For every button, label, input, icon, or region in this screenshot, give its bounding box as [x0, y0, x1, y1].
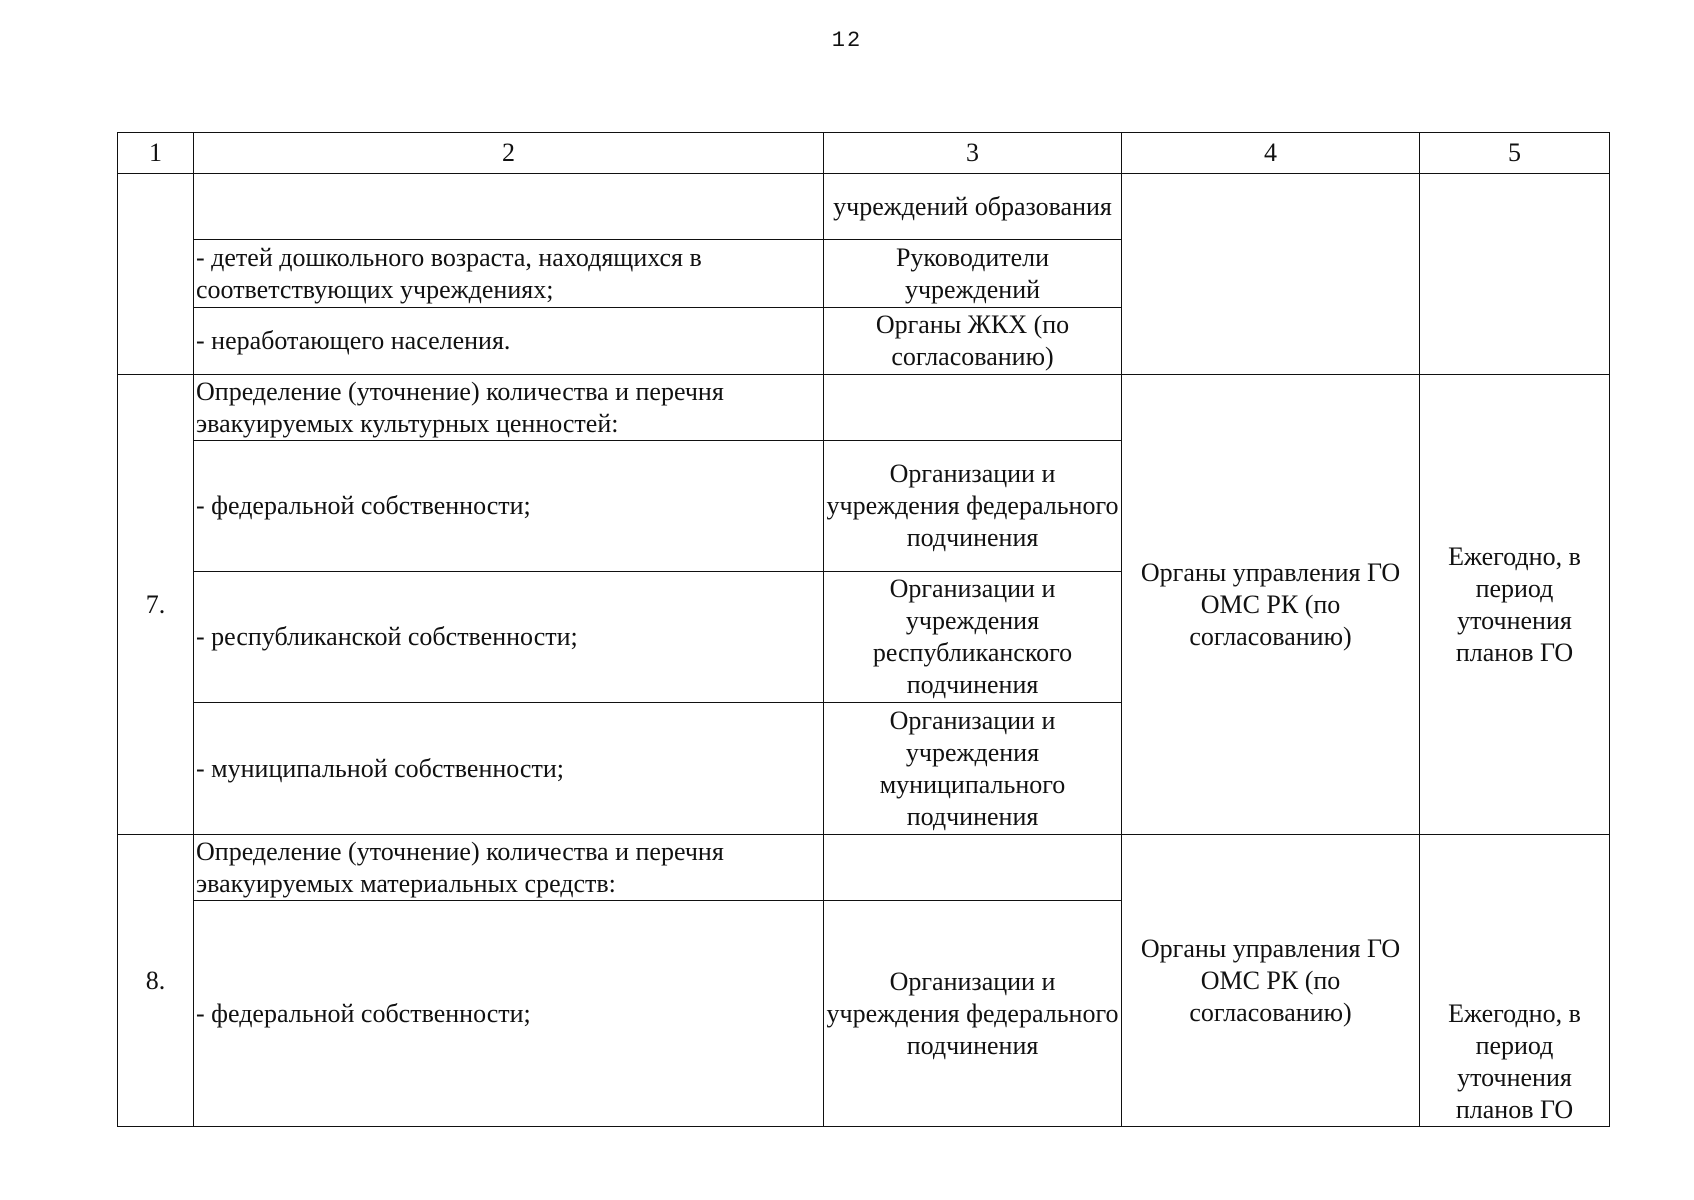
deadline-cell — [1420, 174, 1610, 375]
deadline-cell: Ежегодно, в период уточнения планов ГО — [1420, 835, 1610, 1127]
column-header-4: 4 — [1122, 133, 1420, 174]
column-header-3: 3 — [824, 133, 1122, 174]
responsible-cell — [824, 375, 1122, 441]
responsible-cell: учреждений образования — [824, 174, 1122, 240]
responsible-cell: Органы ЖКХ (по согласованию) — [824, 308, 1122, 375]
coordinator-cell: Органы управления ГО ОМС РК (по согласованию) — [1122, 375, 1420, 835]
task-cell: - детей дошкольного возраста, находящихся в соответствующих учреждениях; — [194, 240, 824, 308]
responsible-cell: Организации и учреждения федерального подчинения — [824, 441, 1122, 572]
coordinator-cell: Органы управления ГО ОМС РК (по согласованию) — [1122, 835, 1420, 1127]
responsible-cell: Организации и учреждения федерального подчинения — [824, 901, 1122, 1127]
responsible-cell: Организации и учреждения республиканского подчинения — [824, 572, 1122, 703]
item-heading-cell: Определение (уточнение) количества и перечня эвакуируемых культурных ценностей: — [194, 375, 824, 441]
table-row — [118, 835, 1610, 901]
task-cell: - неработающего населения. — [194, 308, 824, 375]
deadline-cell: Ежегодно, в период уточнения планов ГО — [1420, 375, 1610, 835]
table-row — [118, 174, 1610, 240]
evacuation-plan-table — [117, 132, 1610, 1127]
column-header-5: 5 — [1420, 133, 1610, 174]
task-cell: - федеральной собственности; — [194, 901, 824, 1127]
task-cell: - федеральной собственности; — [194, 441, 824, 572]
task-cell: - республиканской собственности; — [194, 572, 824, 703]
item-heading-cell: Определение (уточнение) количества и перечня эвакуируемых материальных средств: — [194, 835, 824, 901]
page-number: 12 — [831, 28, 863, 53]
task-cell: - муниципальной собственности; — [194, 703, 824, 835]
responsible-cell: Организации и учреждения муниципального подчинения — [824, 703, 1122, 835]
responsible-cell: Руководители учреждений — [824, 240, 1122, 308]
coordinator-cell — [1122, 174, 1420, 375]
item-number-cell — [118, 174, 194, 375]
table-row — [118, 375, 1610, 441]
header-row — [118, 133, 1610, 174]
column-header-2: 2 — [194, 133, 824, 174]
item-number-cell: 7. — [118, 375, 194, 835]
column-header-1: 1 — [118, 133, 194, 174]
item-number-cell: 8. — [118, 835, 194, 1127]
task-cell — [194, 174, 824, 240]
responsible-cell — [824, 835, 1122, 901]
